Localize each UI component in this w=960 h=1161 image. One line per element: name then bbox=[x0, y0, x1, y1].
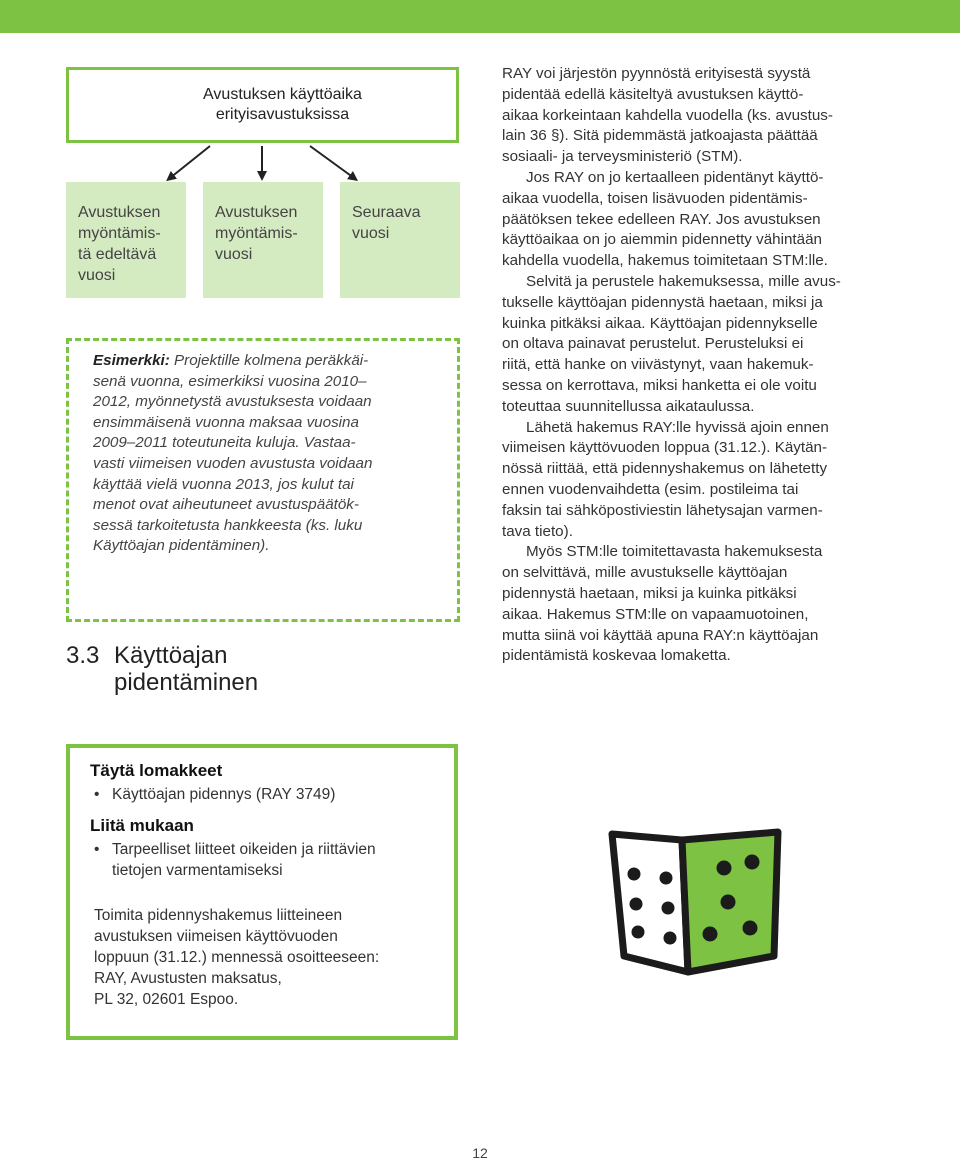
body-paragraph bbox=[502, 418, 902, 543]
fill-forms-list bbox=[90, 784, 434, 805]
body-line: faksin tai sähköpostiviestin lähetysajan varmen- bbox=[502, 501, 823, 519]
body-line: Selvitä ja perustele hakemuksessa, mille avus- bbox=[526, 272, 841, 290]
phase-line: myöntämis- bbox=[215, 225, 298, 242]
attach-heading: Liitä mukaan bbox=[90, 816, 194, 835]
body-line: Lähetä hakemus RAY:lle hyvissä ajoin ennen bbox=[526, 418, 829, 436]
body-line: Jos RAY on jo kertaalleen pidentänyt käyttö- bbox=[526, 168, 824, 186]
body-line: RAY voi järjestön pyynnöstä erityisestä syystä bbox=[502, 65, 811, 82]
list-item-line: tietojen varmentamiseksi bbox=[112, 862, 283, 879]
list-item-line: • Tarpeelliset liitteet oikeiden ja riittävien bbox=[112, 841, 376, 858]
usage-period-diagram bbox=[0, 0, 480, 310]
page-number: 12 bbox=[472, 1145, 488, 1161]
phase-box-grant-year bbox=[203, 182, 323, 298]
send-line: RAY, Avustusten maksatus, bbox=[94, 970, 282, 987]
body-line: pidentää edellä käsiteltyä avustuksen käyttö- bbox=[502, 85, 804, 103]
body-line: toteuttaa suunnitellussa aikataulussa. bbox=[502, 397, 755, 415]
send-line: loppuun (31.12.) mennessä osoitteeseen: bbox=[94, 949, 380, 966]
example-label: Esimerkki: bbox=[93, 352, 170, 369]
body-line: on selvittävä, mille avustukselle käyttöajan bbox=[502, 564, 788, 582]
body-line: pidentämistä koskevaa lomaketta. bbox=[502, 647, 731, 665]
example-line: 2009–2011 toteutuneita kuluja. Vastaa- bbox=[93, 434, 356, 452]
example-line: sessä tarkoitetusta hankkeesta (ks. luku bbox=[93, 516, 363, 534]
example-line: menot ovat aiheutuneet avustuspäätök- bbox=[93, 496, 359, 514]
body-paragraph bbox=[502, 542, 902, 667]
body-line: nössä riittää, että pidennyshakemus on lähetetty bbox=[502, 460, 828, 478]
list-item: • Käyttöajan pidennys (RAY 3749) bbox=[112, 784, 434, 805]
fill-forms-heading: Täytä lomakkeet bbox=[90, 761, 223, 780]
attach-list bbox=[90, 839, 434, 881]
example-line: 2012, myönnetystä avustuksesta voidaan bbox=[93, 393, 372, 411]
example-line: Käyttöajan pidentäminen). bbox=[93, 537, 270, 555]
body-line: kahdella vuodella, hakemus toimitetaan STM:lle. bbox=[502, 252, 828, 270]
body-paragraph bbox=[502, 64, 902, 168]
body-line: sosiaali- ja terveysministeriö (STM). bbox=[502, 148, 743, 166]
body-line: on oltava painavat perustelut. Perusteluksi ei bbox=[502, 335, 804, 353]
phase-line: Seuraava bbox=[352, 204, 421, 221]
body-line: tukselle käyttöajan pidennystä haetaan, miksi ja bbox=[502, 293, 823, 311]
body-paragraph bbox=[502, 168, 902, 272]
arrow-left bbox=[170, 146, 210, 178]
example-line: Projektille kolmena peräkkäi- bbox=[169, 352, 369, 369]
phase-line: Avustuksen bbox=[215, 204, 298, 221]
diagram-title-line: Avustuksen käyttöaika bbox=[203, 86, 362, 103]
send-instructions bbox=[90, 905, 434, 1010]
body-line: Myös STM:lle toimitettavasta hakemuksesta bbox=[526, 543, 823, 561]
body-line: aikaa vuodella, toisen lisävuoden pidentämis- bbox=[502, 189, 808, 207]
list-item bbox=[112, 839, 434, 881]
send-line: PL 32, 02601 Espoo. bbox=[94, 991, 239, 1008]
phase-box-previous-year bbox=[66, 182, 186, 298]
body-line: aikaa. Hakemus STM:lle on vapaamuotoinen, bbox=[502, 605, 809, 623]
phase-line: vuosi bbox=[78, 267, 116, 284]
body-line: viimeisen käyttövuoden loppua (31.12.). Käytän- bbox=[502, 439, 828, 457]
body-paragraph bbox=[502, 272, 902, 418]
body-line: tava tieto). bbox=[502, 522, 573, 540]
body-line: ennen vuodenvaihdetta (esim. postileima tai bbox=[502, 480, 799, 498]
body-line: sessa on kerrottava, miksi hanketta ei ole voitu bbox=[502, 376, 817, 394]
phase-line: Avustuksen bbox=[78, 204, 161, 221]
instructions-box bbox=[66, 744, 458, 1040]
phase-line: myöntämis- bbox=[78, 225, 161, 242]
dice-icon bbox=[606, 826, 786, 976]
body-line: mutta siinä voi käyttää apuna RAY:n käyttöajan bbox=[502, 626, 819, 644]
body-line: riitä, että hanke on viivästynyt, vaan hakemuk- bbox=[502, 356, 814, 374]
example-line: senä vuonna, esimerkiksi vuosina 2010– bbox=[93, 372, 367, 390]
send-line: avustuksen viimeisen käyttövuoden bbox=[94, 928, 338, 945]
example-line: käyttää vielä vuonna 2013, jos kulut tai bbox=[93, 475, 354, 493]
body-line: lain 36 §). Sitä pidemmästä jatkoajasta päättää bbox=[502, 127, 818, 145]
example-box bbox=[66, 338, 460, 622]
arrow-right bbox=[310, 146, 354, 178]
phase-line: tä edeltävä bbox=[78, 246, 157, 263]
body-line: pidennystä haetaan, miksi ja kuinka pitkäksi bbox=[502, 584, 797, 602]
body-line: aikaa korkeintaan kahdella vuodella (ks. avustus- bbox=[502, 106, 833, 124]
phase-line: vuosi bbox=[215, 246, 253, 263]
phase-box-next-year bbox=[340, 182, 460, 298]
body-text-column bbox=[502, 64, 902, 667]
body-line: päätöksen tekee edelleen RAY. Jos avustuksen bbox=[502, 210, 821, 228]
example-line: vasti viimeisen vuoden avustusta voidaan bbox=[93, 454, 373, 472]
section-title-line: Käyttöajan bbox=[114, 642, 228, 669]
phase-line: vuosi bbox=[352, 225, 390, 242]
section-number: 3.3 bbox=[66, 642, 100, 669]
body-line: kuinka pitkäksi aikaa. Käyttöajan pidennykselle bbox=[502, 314, 818, 332]
section-title-line: pidentäminen bbox=[114, 669, 259, 696]
example-line: ensimmäisenä vuonna maksaa vuosina bbox=[93, 413, 359, 431]
send-line: Toimita pidennyshakemus liitteineen bbox=[94, 907, 343, 924]
diagram-arrows bbox=[0, 0, 480, 200]
section-heading bbox=[66, 642, 354, 696]
diagram-title-line: erityisavustuksissa bbox=[215, 106, 350, 123]
body-line: käyttöaikaa on jo aiemmin pidennetty vähintään bbox=[502, 231, 822, 249]
